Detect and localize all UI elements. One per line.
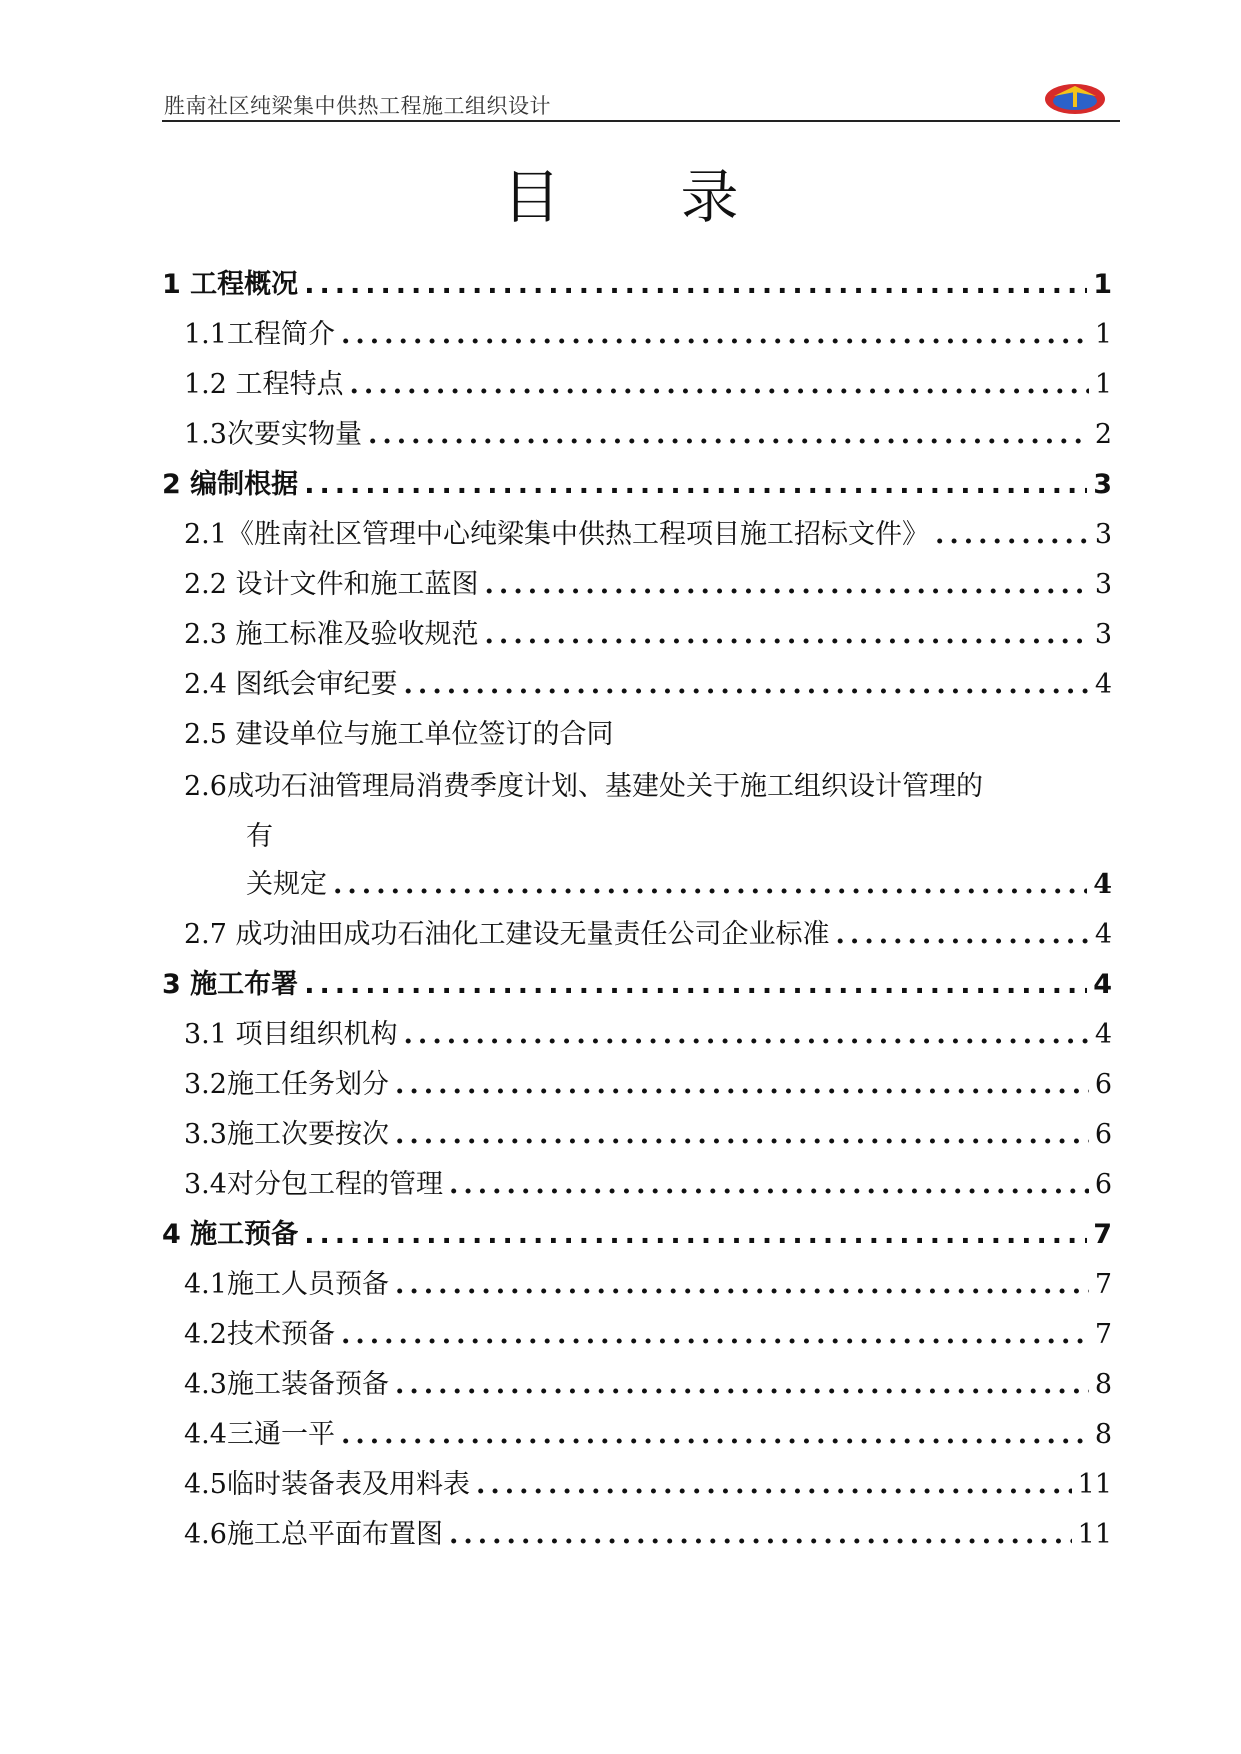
- toc-leader-dots: [395, 1369, 1089, 1400]
- toc-entry-label: 4.5临时装备表及用料表: [184, 1469, 470, 1500]
- toc-entry[interactable]: [162, 1312, 1112, 1362]
- page-header: [162, 82, 1120, 122]
- toc-leader-dots: [350, 369, 1089, 400]
- toc-leader-dots: [404, 1019, 1089, 1050]
- toc-entry-page: 11: [1077, 1469, 1112, 1500]
- toc-entry[interactable]: [162, 462, 1112, 512]
- toc-entry-label: 2.3 施工标准及验收规范: [184, 619, 479, 650]
- toc-entry-page: 3: [1094, 569, 1112, 600]
- toc-entry-label: 2.4 图纸会审纪要: [184, 669, 398, 700]
- toc-entry[interactable]: [162, 1462, 1112, 1512]
- toc-leader-dots: [449, 1169, 1089, 1200]
- toc-entry[interactable]: [162, 1162, 1112, 1212]
- toc-entry[interactable]: [162, 962, 1112, 1012]
- header-title: 胜南社区纯梁集中供热工程施工组织设计: [164, 94, 551, 118]
- toc-leader-dots: [836, 919, 1089, 950]
- toc-title: 目录: [502, 163, 859, 231]
- toc-entry-label: 2 编制根据: [162, 469, 299, 500]
- toc-entry[interactable]: [162, 662, 1112, 712]
- toc-entry-page: 1: [1093, 269, 1112, 300]
- toc-entry-label: 3 施工布署: [162, 969, 299, 1000]
- toc-entry-label: 2.5 建设单位与施工单位签订的合同: [184, 719, 614, 750]
- toc-entry-page: 2: [1094, 419, 1112, 450]
- toc-entry-page: 6: [1094, 1069, 1112, 1100]
- toc-entry-continued[interactable]: [162, 862, 1112, 912]
- toc-leader-dots: [341, 319, 1089, 350]
- toc-entry-page: 8: [1094, 1419, 1112, 1450]
- toc-entry[interactable]: [162, 1062, 1112, 1112]
- toc-entry-page: 7: [1094, 1269, 1112, 1300]
- toc-entry[interactable]: [162, 1212, 1112, 1262]
- toc-leader-dots: [341, 1419, 1089, 1450]
- toc-entry-label: 4.1施工人员预备: [184, 1269, 389, 1300]
- toc-entry-page: 3: [1093, 469, 1112, 500]
- toc-entry-label: 4.6施工总平面布置图: [184, 1519, 443, 1550]
- toc-entry-page: 6: [1094, 1119, 1112, 1150]
- toc-entry[interactable]: [162, 312, 1112, 362]
- toc-entry-page: 3: [1094, 519, 1112, 550]
- toc-entry-page: 6: [1094, 1169, 1112, 1200]
- toc-entry[interactable]: [162, 912, 1112, 962]
- toc-leader-dots: [333, 869, 1087, 900]
- toc-leader-dots: [304, 469, 1087, 500]
- toc-entry-label: 3.4对分包工程的管理: [184, 1169, 443, 1200]
- table-of-contents: [162, 262, 1112, 1562]
- toc-entry-label: 1 工程概况: [162, 269, 299, 300]
- toc-entry-page: 4: [1094, 669, 1112, 700]
- toc-entry-label: 3.1 项目组织机构: [184, 1019, 398, 1050]
- toc-entry-label: 关规定: [246, 869, 327, 900]
- toc-leader-dots: [304, 269, 1087, 300]
- toc-leader-dots: [368, 419, 1089, 450]
- toc-entry-page: 1: [1094, 369, 1112, 400]
- toc-entry[interactable]: [162, 1012, 1112, 1062]
- toc-entry[interactable]: [162, 712, 1112, 762]
- toc-entry-page: 1: [1094, 319, 1112, 350]
- toc-entry-label: 4.4三通一平: [184, 1419, 335, 1450]
- toc-leader-dots: [449, 1519, 1072, 1550]
- toc-leader-dots: [935, 519, 1089, 550]
- toc-entry-label: 2.6成功石油管理局消费季度计划、基建处关于施工组织设计管理的: [184, 771, 983, 802]
- toc-entry[interactable]: [162, 1112, 1112, 1162]
- toc-leader-dots: [304, 1219, 1087, 1250]
- toc-entry[interactable]: [162, 1412, 1112, 1462]
- toc-leader-dots: [341, 1319, 1089, 1350]
- toc-entry-label: 1.1工程简介: [184, 319, 335, 350]
- toc-entry-label: 4.2技术预备: [184, 1319, 335, 1350]
- toc-entry-page: 3: [1094, 619, 1112, 650]
- company-logo-emblem: [1044, 82, 1106, 116]
- toc-leader-dots: [304, 969, 1087, 1000]
- toc-entry[interactable]: [162, 512, 1112, 562]
- toc-entry[interactable]: [162, 1262, 1112, 1312]
- toc-entry-page: 4: [1094, 1019, 1112, 1050]
- toc-entry-label: 2.7 成功油田成功石油化工建设无量责任公司企业标准: [184, 919, 830, 950]
- toc-entry-page: 8: [1094, 1369, 1112, 1400]
- toc-leader-dots: [404, 669, 1089, 700]
- toc-leader-dots: [395, 1069, 1089, 1100]
- toc-leader-dots: [485, 569, 1089, 600]
- toc-leader-dots: [395, 1119, 1089, 1150]
- toc-entry-label: 2.2 设计文件和施工蓝图: [184, 569, 479, 600]
- toc-entry-label: 4 施工预备: [162, 1219, 299, 1250]
- toc-entry-page: 4: [1093, 869, 1112, 900]
- toc-leader-dots: [395, 1269, 1089, 1300]
- toc-entry-label: 3.2施工任务划分: [184, 1069, 389, 1100]
- toc-entry-label: 4.3施工装备预备: [184, 1369, 389, 1400]
- toc-entry-page: 4: [1094, 919, 1112, 950]
- toc-entry[interactable]: [162, 412, 1112, 462]
- toc-entry[interactable]: [162, 562, 1112, 612]
- toc-entry-label-continued: 有: [246, 821, 273, 852]
- toc-entry-page: 7: [1094, 1319, 1112, 1350]
- toc-entry[interactable]: [162, 1362, 1112, 1412]
- toc-entry-page: 11: [1077, 1519, 1112, 1550]
- toc-entry-page: 4: [1093, 969, 1112, 1000]
- toc-entry[interactable]: [162, 362, 1112, 412]
- toc-entry-page: 7: [1093, 1219, 1112, 1250]
- toc-entry[interactable]: [162, 262, 1112, 312]
- toc-entry[interactable]: [162, 762, 1112, 862]
- toc-entry[interactable]: [162, 612, 1112, 662]
- toc-entry-label: 1.3次要实物量: [184, 419, 362, 450]
- toc-entry-label: 1.2 工程特点: [184, 369, 344, 400]
- toc-leader-dots: [485, 619, 1089, 650]
- toc-entry-label: 3.3施工次要按次: [184, 1119, 389, 1150]
- toc-leader-dots: [476, 1469, 1072, 1500]
- toc-entry-label: 2.1《胜南社区管理中心纯梁集中供热工程项目施工招标文件》: [184, 519, 929, 550]
- toc-entry[interactable]: [162, 1512, 1112, 1562]
